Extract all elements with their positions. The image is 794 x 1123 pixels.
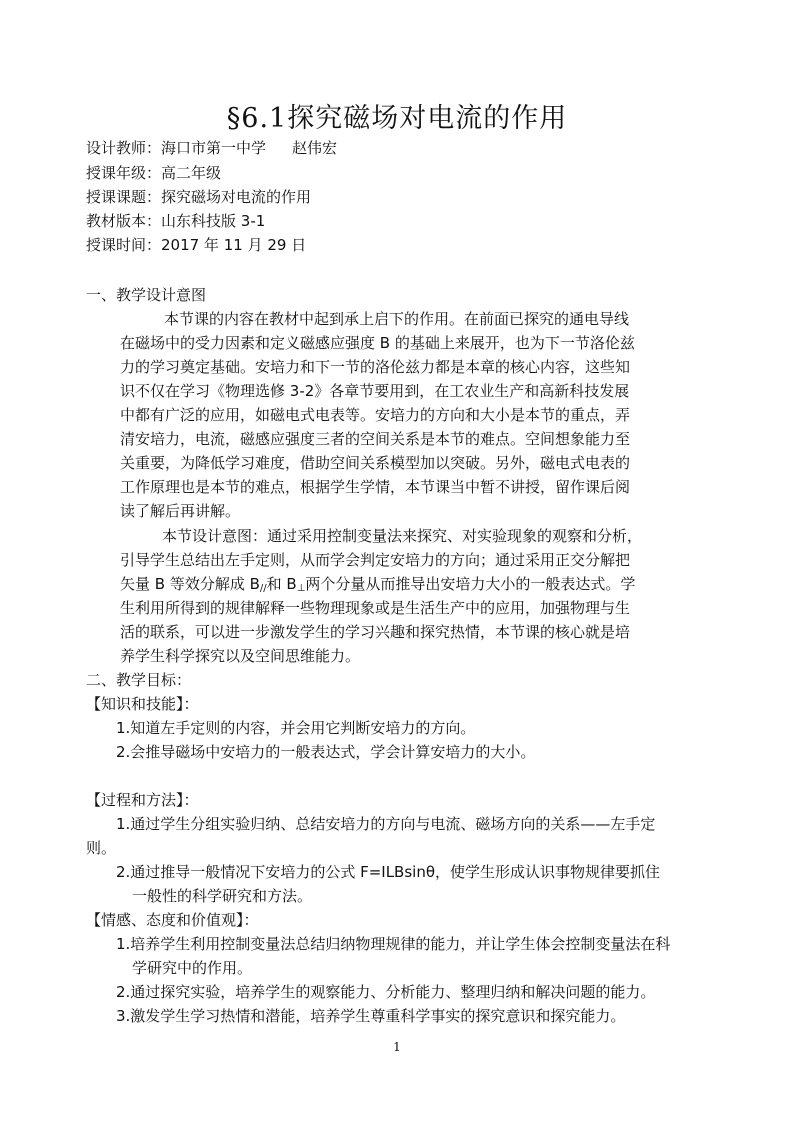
p1-line: 工作原理也是本节的难点，根据学生学情，本节课当中暂不讲授，留作课后阅 bbox=[120, 478, 631, 496]
meta-date bbox=[86, 234, 306, 256]
knowledge-item: 2.会推导磁场中安培力的一般表达式，学会计算安培力的大小。 bbox=[116, 743, 536, 761]
p2-text: 和 B bbox=[266, 575, 297, 593]
p2-line: 本节设计意图：通过采用控制变量法来探究、对实验现象的观察和分析， bbox=[162, 527, 643, 545]
emotion-item: 1.培养学生利用控制变量法总结归纳物理规律的能力，并让学生体会控制变量法在科 bbox=[116, 935, 671, 953]
meta-teacher-name: 赵伟宏 bbox=[292, 139, 338, 157]
p2-text: 矢量 B 等效分解成 B bbox=[120, 575, 260, 593]
meta-grade-label: 授课年级： bbox=[86, 164, 162, 182]
process-item: 2.通过推导一般情况下安培力的公式 F=ILBsinθ，使学生形成认识事物规律要抓住 bbox=[116, 863, 661, 881]
meta-date-value: 2017 年 11 月 29 日 bbox=[161, 236, 307, 254]
page-title: §6.1探究磁场对电流的作用 bbox=[226, 103, 568, 134]
emotion-item-cont: 学研究中的作用。 bbox=[132, 959, 253, 977]
meta-edition bbox=[86, 210, 265, 232]
p2-line bbox=[120, 573, 635, 595]
p2-line: 养学生科学探究以及空间思维能力。 bbox=[120, 647, 361, 665]
meta-edition-label: 教材版本： bbox=[86, 212, 162, 230]
section2-heading: 二、教学目标： bbox=[86, 671, 192, 689]
p2-line: 活的联系，可以进一步激发学生的学习兴趣和探究热情，本节课的核心就是培 bbox=[120, 623, 631, 641]
parallel-subscript: // bbox=[259, 583, 267, 594]
p1-line: 本节课的内容在教材中起到承上启下的作用。在前面已探究的通电导线 bbox=[164, 310, 630, 328]
meta-teacher bbox=[86, 137, 337, 159]
p1-line: 读了解后再讲解。 bbox=[120, 502, 241, 520]
meta-grade bbox=[86, 162, 221, 184]
emotion-item: 2.通过探究实验，培养学生的观察能力、分析能力、整理归纳和解决问题的能力。 bbox=[116, 983, 656, 1001]
section1-heading: 一、教学设计意图 bbox=[86, 286, 207, 304]
perpendicular-subscript: ⊥ bbox=[296, 583, 306, 594]
meta-teacher-label: 设计教师： bbox=[86, 139, 162, 157]
emotion-heading: 【情感、态度和价值观】： bbox=[86, 911, 259, 929]
p2-line: 引导学生总结出左手定则，从而学会判定安培力的方向；通过采用正交分解把 bbox=[120, 551, 631, 569]
p1-line: 中都有广泛的应用，如磁电式电表等。安培力的方向和大小是本节的重点，弄 bbox=[120, 406, 631, 424]
p2-text: 两个分量从而推导出安培力大小的一般表达式。学 bbox=[305, 575, 636, 593]
p1-line: 识不仅在学习《物理选修 3-2》各章节要用到，在工农业生产和高新科技发展 bbox=[120, 382, 630, 400]
process-heading: 【过程和方法】： bbox=[86, 791, 199, 809]
knowledge-item: 1.知道左手定则的内容，并会用它判断安培力的方向。 bbox=[116, 719, 476, 737]
p2-line: 生利用所得到的规律解释一些物理现象或是生活生产中的应用，加强物理与生 bbox=[120, 599, 631, 617]
p1-line: 清安培力，电流，磁感应强度三者的空间关系是本节的难点。空间想象能力至 bbox=[120, 430, 631, 448]
meta-edition-value: 山东科技版 3-1 bbox=[161, 212, 266, 230]
emotion-item: 3.激发学生学习热情和潜能，培养学生尊重科学事实的探究意识和探究能力。 bbox=[116, 1007, 626, 1025]
p1-line: 关重要，为降低学习难度，借助空间关系模型加以突破。另外，磁电式电表的 bbox=[120, 454, 631, 472]
process-item: 1.通过学生分组实验归纳、总结安培力的方向与电流、磁场方向的关系——左手定 bbox=[116, 815, 656, 833]
meta-topic-label: 授课课题： bbox=[86, 188, 162, 206]
process-item-cont: 则。 bbox=[86, 839, 117, 857]
p1-line: 力的学习奠定基础。安培力和下一节的洛伦兹力都是本章的核心内容，这些知 bbox=[120, 358, 631, 376]
meta-topic-value: 探究磁场对电流的作用 bbox=[161, 188, 312, 206]
meta-topic bbox=[86, 186, 311, 208]
page-number: 1 bbox=[393, 1040, 401, 1054]
p1-line: 在磁场中的受力因素和定义磁感应强度 B 的基础上来展开，也为下一节洛伦兹 bbox=[120, 334, 635, 352]
process-item-cont: 一般性的科学研究和方法。 bbox=[132, 887, 313, 905]
knowledge-heading: 【知识和技能】： bbox=[86, 695, 199, 713]
meta-teacher-school: 海口市第一中学 bbox=[161, 139, 267, 157]
meta-date-label: 授课时间： bbox=[86, 236, 162, 254]
meta-grade-value: 高二年级 bbox=[161, 164, 222, 182]
